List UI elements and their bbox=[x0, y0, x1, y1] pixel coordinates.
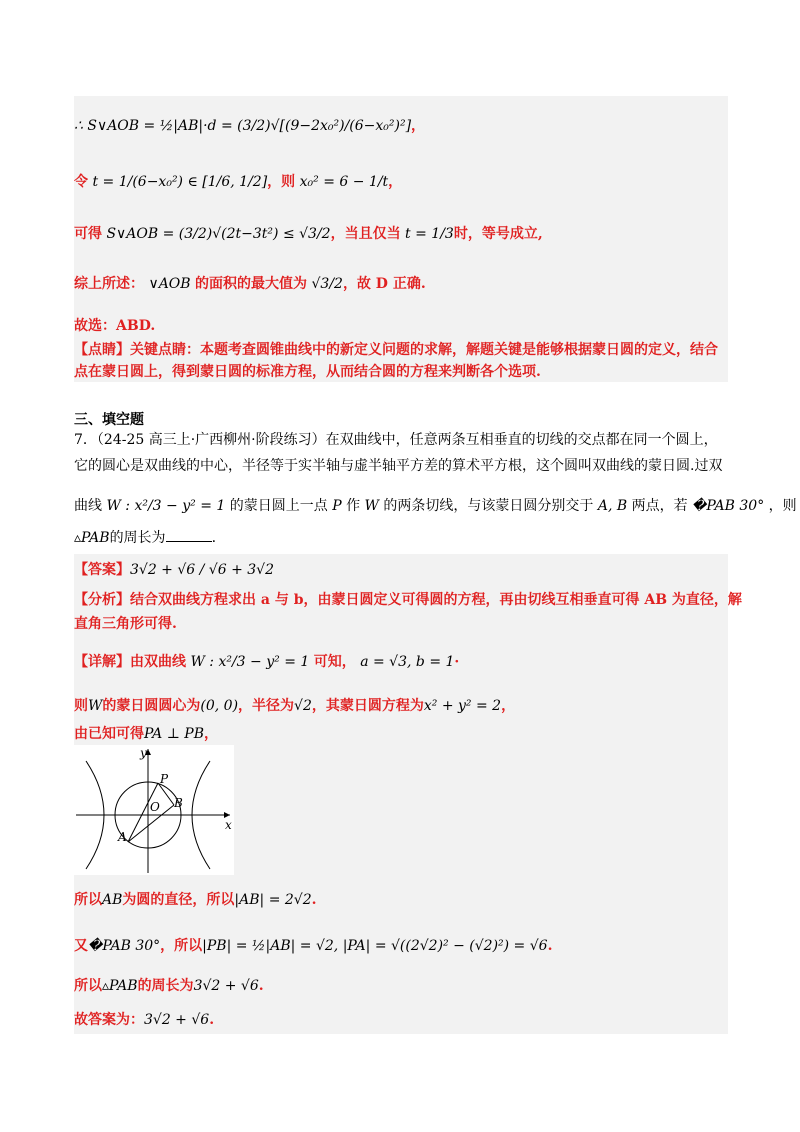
hyperbola-equation: W : x²/3 − y² = 1 bbox=[106, 498, 226, 514]
area-formula: ∴ S∨AOB = ½|AB|·d = (3/2)√[(9−2x₀²)/(6−x₀²)²] bbox=[74, 118, 412, 134]
answer-blank bbox=[166, 541, 212, 542]
answer-value: 3√2 + √6 / √6 + 3√2 bbox=[130, 562, 275, 578]
t-definition: t = 1/(6−x₀²) ∈ [1/6, 1/2] bbox=[92, 174, 268, 190]
answer-line: 【答案】3√2 + √6 / √6 + 3√2 bbox=[74, 562, 275, 578]
section-title: 三、填空题 bbox=[74, 412, 144, 428]
angle-condition: �PAB 30° bbox=[692, 498, 765, 514]
problem-line-2: 它的圆心是双曲线的中心，半径等于实半轴与虚半轴平方差的算术平方根，这个圆叫双曲线的蒙日圆.过双 bbox=[74, 458, 723, 474]
detail-line-2: 则W的蒙日圆圆心为(0, 0)，半径为√2，其蒙日圆方程为x² + y² = 2， bbox=[74, 698, 516, 714]
inequality-line: 可得 S∨AOB = (3/2)√(2t−3t²) ≤ √3/2，当且仅当 t = 1/3时，等号成立, bbox=[74, 226, 543, 242]
detail-line-5: 又�PAB 30°，所以|PB| = ½|AB| = √2, |PA| = √((2√2)² − (√2)²) = √6. bbox=[74, 938, 553, 954]
summary-line: 综上所述： ∨AOB 的面积的最大值为 √3/2，故 D 正确. bbox=[74, 276, 426, 292]
area-inequality: S∨AOB = (3/2)√(2t−3t²) ≤ √3/2 bbox=[106, 226, 331, 242]
let-t-line: 令 t = 1/(6−x₀²) ∈ [1/6, 1/2]，则 x₀² = 6 − 1/t， bbox=[74, 174, 403, 190]
choice-line: 故选：ABD. bbox=[74, 318, 156, 334]
detail-line-6: 所以▵PAB的周长为3√2 + √6. bbox=[74, 978, 264, 994]
max-area: √3/2 bbox=[311, 276, 343, 292]
detail-line-3: 由已知可得PA ⊥ PB， bbox=[74, 726, 219, 742]
tip-line-2: 点在蒙日圆上，得到蒙日圆的标准方程，从而结合圆的方程来判断各个选项. bbox=[74, 364, 541, 380]
label-y: y bbox=[140, 746, 147, 760]
label-P: P bbox=[160, 772, 169, 786]
detail-line-1: 【详解】由双曲线 W : x²/3 − y² = 1 可知， a = √3, b = 1· bbox=[74, 654, 460, 670]
x0-expression: x₀² = 6 − 1/t bbox=[299, 174, 389, 190]
hyperbola-diagram bbox=[74, 745, 234, 875]
detail-line-4: 所以AB为圆的直径，所以|AB| = 2√2. bbox=[74, 892, 317, 908]
label-A: A bbox=[118, 830, 127, 844]
tip-line-1: 【点睛】关键点睛：本题考查圆锥曲线中的新定义问题的求解，解题关键是能够根据蒙日圆的定义，结合 bbox=[74, 342, 718, 358]
t-value: t = 1/3 bbox=[405, 226, 454, 242]
detail-line-7: 故答案为：3√2 + √6. bbox=[74, 1012, 215, 1028]
area-formula-line: ∴ S∨AOB = ½|AB|·d = (3/2)√[(9−2x₀²)/(6−x₀²)²]， bbox=[74, 118, 426, 134]
problem-line-3: 曲线 W : x²/3 − y² = 1 的蒙日圆上一点 P 作 W 的两条切线，与该蒙日圆分别交于 A, B 两点，若 �PAB 30° ，则 bbox=[74, 498, 797, 514]
label-B: B bbox=[174, 796, 183, 810]
hyperbola-figure bbox=[74, 745, 234, 875]
final-answer: 3√2 + √6 bbox=[144, 1012, 210, 1028]
analysis-line-1: 【分析】结合双曲线方程求出 a 与 b，由蒙日圆定义可得圆的方程，再由切线互相垂直可得 AB 为直径，解 bbox=[74, 592, 742, 608]
problem-line-1: 7．（24-25 高三上·广西柳州·阶段练习）在双曲线中，任意两条互相垂直的切线的交点都在同一个圆上， bbox=[74, 432, 718, 448]
label-x: x bbox=[225, 818, 232, 832]
problem-line-4: ▵PAB的周长为 . bbox=[74, 530, 217, 546]
analysis-line-2: 直角三角形可得. bbox=[74, 616, 177, 632]
label-O: O bbox=[150, 800, 160, 814]
